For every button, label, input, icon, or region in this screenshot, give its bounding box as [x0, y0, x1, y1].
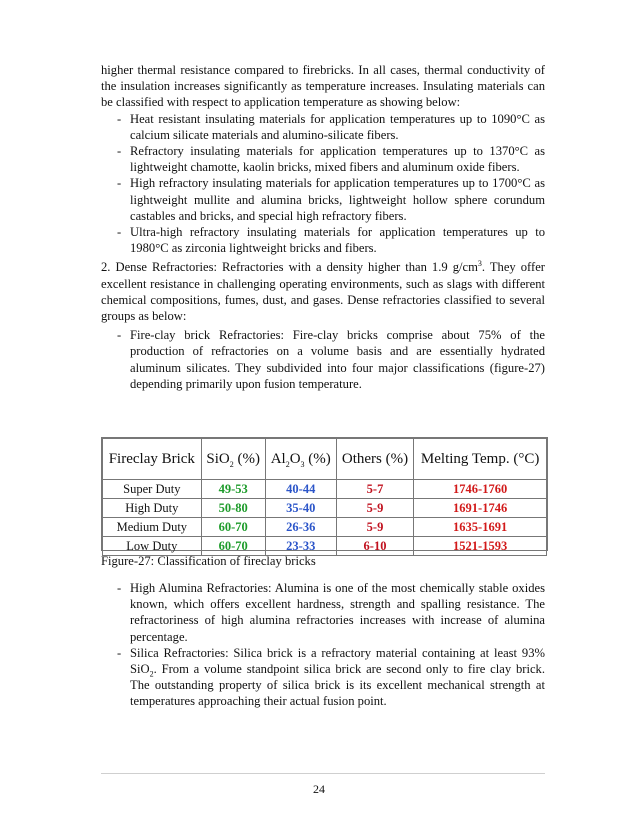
fireclay-table-figure [101, 437, 548, 551]
table-header-row [103, 439, 547, 480]
list-item [101, 645, 545, 710]
cell-others: 6-10 [336, 537, 413, 556]
cell-sio2: 60-70 [201, 518, 265, 537]
list-item-text: High Alumina Refractories: Alumina is one of the most chemically stable oxides known, which offers excellent hardness, strength and spalling resistance. The refractoriness of high alumina refractories increases with increase of alumina percentage. [130, 581, 545, 644]
cell-sio2: 60-70 [201, 537, 265, 556]
cell-sio2: 49-53 [201, 480, 265, 499]
list-item-text: Fire-clay brick Refractories: Fire-clay bricks comprise about 75% of the production of refractories on a volume basis and are essentially hydrated aluminum silicates. They subdivided into four major classifications (figure-27) depending primarily upon fusion temperature. [130, 328, 545, 391]
dash-bullet: - [117, 176, 122, 191]
dense-refractories-list [101, 327, 545, 392]
table-row [103, 518, 547, 537]
header-melting-temp: Melting Temp. (°C) [414, 439, 547, 480]
intro-paragraph: higher thermal resistance compared to firebricks. In all cases, thermal conductivity of the insulation increases significantly as temperature increases. Insulating materials can be classified with respect to application temperature as showing below: [101, 63, 545, 110]
list-item-text: Ultra-high refractory insulating materials for application temperatures up to 1980°C as zirconia lightweight bricks and fibers. [130, 225, 545, 256]
dash-bullet: - [117, 328, 122, 343]
dash-bullet: - [117, 645, 122, 660]
dense-lead-text: 2. Dense Refractories: Refractories with a density higher than 1.9 g/cm [101, 260, 478, 275]
fireclay-table [102, 438, 547, 556]
header-sio2: SiO$_2$ (%) [201, 439, 265, 480]
page-number: 24 [313, 782, 325, 796]
list-item [101, 580, 545, 645]
cell-others: 5-9 [336, 518, 413, 537]
footer-divider [101, 773, 545, 774]
list-item [101, 175, 545, 224]
cell-melt: 1521-1593 [414, 537, 547, 556]
cell-name: High Duty [103, 499, 202, 518]
cell-al2o3: 23-33 [265, 537, 336, 556]
list-item-text: Heat resistant insulating materials for application temperatures up to 1090°C as calcium silicate materials and alumino-silicate fibers. [130, 111, 545, 142]
header-others: Others (%) [336, 439, 413, 480]
cell-others: 5-9 [336, 499, 413, 518]
dash-bullet: - [117, 144, 122, 159]
dense-rest-text: . They offer excellent resistance in challenging operating environments, such as slags with different chemical compositions, fumes, dust, and gases. Dense refractories classified to several groups as below: [101, 260, 545, 324]
figure-caption: Figure-27: Classification of fireclay bricks [101, 554, 316, 568]
cell-sio2: 50-80 [201, 499, 265, 518]
refractory-types-list [101, 580, 545, 710]
table-row [103, 480, 547, 499]
cell-melt: 1635-1691 [414, 518, 547, 537]
body-text-upper [101, 62, 545, 392]
cell-name: Low Duty [103, 537, 202, 556]
list-item [101, 111, 545, 143]
dash-bullet: - [117, 581, 122, 595]
insulating-materials-list [101, 111, 545, 257]
cell-al2o3: 26-36 [265, 518, 336, 537]
header-fireclay-brick: Fireclay Brick [103, 439, 202, 480]
dense-refractories-paragraph [101, 259, 545, 324]
list-item [101, 143, 545, 175]
cell-name: Super Duty [103, 480, 202, 499]
cell-name: Medium Duty [103, 518, 202, 537]
list-item-text: Refractory insulating materials for application temperatures up to 1370°C as lightweight chamotte, kaolin bricks, mixed fibers and aluminum oxide fibers. [130, 144, 545, 175]
cell-melt: 1691-1746 [414, 499, 547, 518]
list-item [101, 327, 545, 392]
cell-al2o3: 35-40 [265, 499, 336, 518]
list-item [101, 224, 545, 256]
cell-melt: 1746-1760 [414, 480, 547, 499]
list-item-text: High refractory insulating materials for application temperatures up to 1700°C as lightweight mullite and alumina bricks, lightweight hollow sphere corundum castables and bricks, and special high refractory fibers. [130, 176, 545, 223]
dash-bullet: - [117, 111, 122, 126]
list-item-text: Silica Refractories: Silica brick is a refractory material containing at least 93% SiO$_2$. From a volume standpoint silica brick are second only to fire clay brick. The outstanding property of silica brick is its excellent mechanical strength at temperatures approaching their actual fusion point. [130, 645, 545, 709]
cell-al2o3: 40-44 [265, 480, 336, 499]
superscript: 3 [477, 259, 482, 269]
body-text-lower [101, 580, 545, 710]
header-al2o3: $Al_2O_3$ (%) [265, 439, 336, 480]
table-row [103, 499, 547, 518]
dash-bullet: - [117, 225, 122, 240]
cell-others: 5-7 [336, 480, 413, 499]
